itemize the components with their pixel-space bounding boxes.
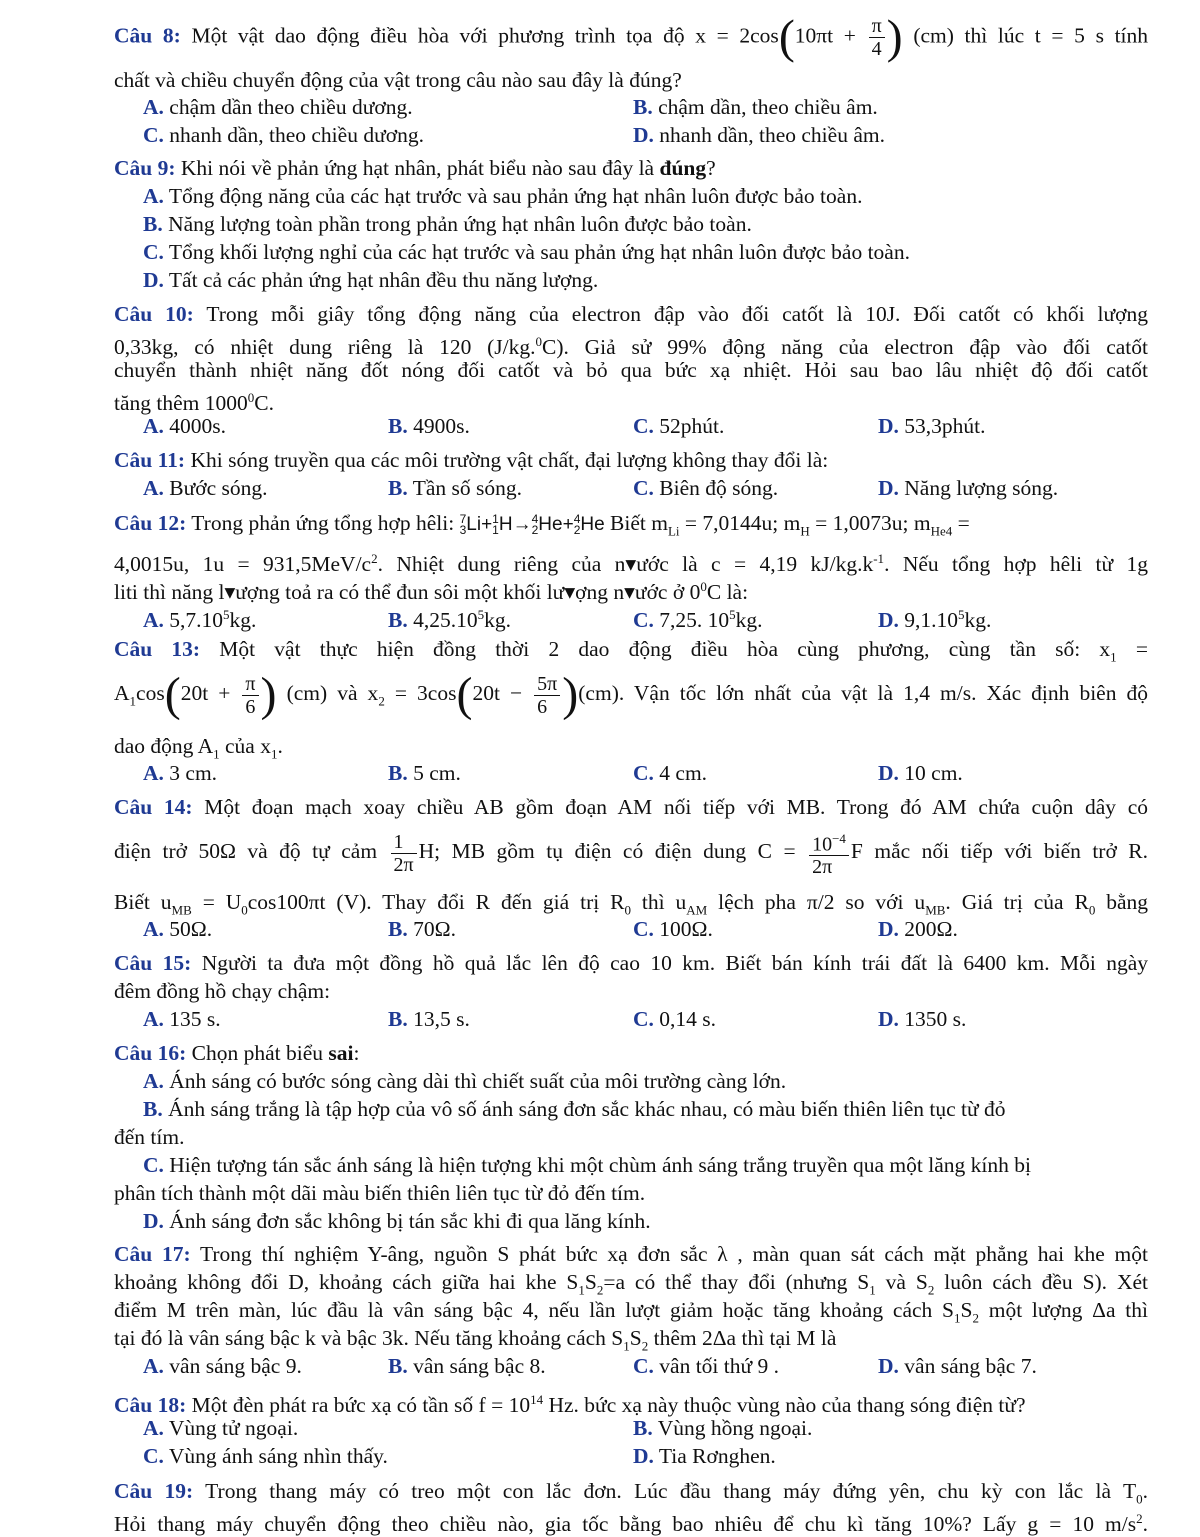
q9-stem: Câu 9: Khi nói về phản ứng hạt nhân, phát biểu nào sau đây là đúng? (114, 156, 716, 180)
q9-option-a: A. Tổng động năng của các hạt trước và sau phản ứng hạt nhân luôn được bảo toàn. (143, 184, 863, 208)
q11-option-d: D. Năng lượng sóng. (878, 476, 1059, 500)
q15-option-b: B. 13,5 s. (388, 1007, 470, 1031)
q18-option-a: A. Vùng tử ngoại. (143, 1416, 299, 1440)
fraction: $\frac{\pi}{4}$ (869, 15, 885, 60)
q12-option-d: D. 9,1.10$^5$kg. (878, 607, 992, 633)
q17-option-b: B. vân sáng bậc 8. (388, 1354, 546, 1378)
q10-line2: 0,33kg, có nhiệt dung riêng là 120 (J/kg.$^0$C). Giả sử 99% động năng của electron đập vào đối catốt (114, 334, 1148, 360)
q10-line1: Câu 10: Trong mỗi giây tổng động năng của electron đập vào đối catốt là 10J. Đối catốt có khối lượng (114, 302, 1148, 326)
q10-option-c: C. 52phút. (633, 414, 725, 438)
q13-option-b: B. 5 cm. (388, 761, 461, 785)
q14-line1: Câu 14: Một đoạn mạch xoay chiều AB gồm đoạn AM nối tiếp với MB. Trong đó AM chứa cuộn dây có (114, 795, 1148, 819)
q17-option-c: C. vân tối thứ 9 . (633, 1354, 780, 1378)
q12-option-b: B. 4,25.10$^5$kg. (388, 607, 511, 633)
q11-option-a: A. Bước sóng. (143, 476, 268, 500)
q12-line3: liti thì năng l▾ượng toả ra có thể đun sôi một khối lư▾ợng n▾ước ở $0^0C$ là: (114, 579, 749, 605)
q12-line2: 4,0015u, $1u = 931,5MeV/c^2$. Nhiệt dung riêng của n▾ước là c = 4,19 $kJ/kg.k^{-1}$. Nếu tổng hợp hêli từ 1g (114, 551, 1149, 577)
q10-option-a: A. 4000s. (143, 414, 227, 438)
q14-option-b: B. 70Ω. (388, 917, 456, 941)
q15-line1: Câu 15: Người ta đưa một đồng hồ quả lắc lên độ cao 10 km. Biết bán kính trái đất là 6400 km. Mỗi ngày (114, 951, 1148, 975)
q14-option-c: C. 100Ω. (633, 917, 713, 941)
q17-option-a: A. vân sáng bậc 9. (143, 1354, 302, 1378)
q8-line1: Câu 8: Một vật dao động điều hòa với phương trình tọa độ x = 2cos(10πt + $\frac{\pi}{4}$ ) (cm) thì lúc t = 5 s tính (114, 10, 1149, 64)
q11-option-b: B. Tần số sóng. (388, 476, 523, 500)
q18-stem: Câu 18: Một đèn phát ra bức xạ có tần số $f = 10^{14}$ Hz. bức xạ này thuộc vùng nào của thang sóng điện từ? (114, 1392, 1026, 1418)
q9-option-c: C. Tổng khối lượng nghỉ của các hạt trước và sau phản ứng hạt nhân luôn được bảo toàn. (143, 240, 910, 264)
q11-stem: Câu 11: Khi sóng truyền qua các môi trường vật chất, đại lượng không thay đổi là: (114, 448, 829, 472)
q13-option-a: A. 3 cm. (143, 761, 218, 785)
q16-option-a: A. Ánh sáng có bước sóng càng dài thì chiết suất của môi trường càng lớn. (143, 1069, 787, 1093)
q19-line2: Hỏi thang máy chuyển động theo chiều nào, gia tốc bằng bao nhiêu để chu kì tăng 10%? Lấy g = 10 $m/s^2$. (114, 1511, 1148, 1537)
q8-option-a: A. chậm dần theo chiều dương. (143, 95, 413, 119)
q16-stem: Câu 16: Chọn phát biểu sai: (114, 1041, 360, 1065)
q12-line1: Câu 12: Trong phản ứng tổng hợp hêli: 7 3 Li+ 1 1 H→ 4 2 He+ 4 2 He Biết $m_{Li} = 7,0144u$; $m_H = 1,0073u$; $m_{He4}$ = (114, 511, 970, 539)
q14-option-a: A. 50Ω. (143, 917, 213, 941)
q15-option-c: C. 0,14 s. (633, 1007, 717, 1031)
q9-option-b: B. Năng lượng toàn phần trong phản ứng hạt nhân luôn được bảo toàn. (143, 212, 752, 236)
q8-line2: chất và chiều chuyển động của vật trong câu nào sau đây là đúng? (114, 68, 682, 92)
q18-option-b: B. Vùng hồng ngoại. (633, 1416, 813, 1440)
q8-option-d: D. nhanh dần, theo chiều âm. (633, 123, 885, 147)
fraction: $\frac{1}{2\pi}$ (391, 831, 417, 876)
fraction: $\frac{5\pi}{6}$ (534, 673, 560, 718)
q14-line3: Biết $u_{MB} = U_0\cos 100\pi t$ (V). Thay đổi R đến giá trị $R_0$ thì $u_{AM}$ lệch pha π/2 so với $u_{MB}$. Giá trị của $R_0$ bằng (114, 890, 1149, 918)
q17-line1: Câu 17: Trong thí nghiệm Y-âng, nguồn S phát bức xạ đơn sắc λ , màn quan sát cách mặt phẳng hai khe một (114, 1242, 1148, 1266)
q14-line2: điện trở 50Ω và độ tự cảm $\frac{1}{2\pi}$ H; MB gồm tụ điện có điện dung C = $\frac{10^{-4}}{2\pi}$ F mắc nối tiếp với biến trở R. (114, 826, 1148, 878)
q16-option-b: B. Ánh sáng trắng là tập hợp của vô số ánh sáng đơn sắc khác nhau, có màu biến thiên liên tục từ đỏ (143, 1097, 1006, 1121)
q16-option-d: D. Ánh sáng đơn sắc không bị tán sắc khi đi qua lăng kính. (143, 1209, 651, 1233)
q12-option-a: A. 5,7.10$^5$kg. (143, 607, 257, 633)
q9-option-d: D. Tất cả các phản ứng hạt nhân đều thu năng lượng. (143, 268, 599, 292)
q10-option-b: B. 4900s. (388, 414, 470, 438)
q17-line3: điểm M trên màn, lúc đầu là vân sáng bậc 4, nếu lần lượt giảm hoặc tăng khoảng cách $S_1S_2$ một lượng Δa thì (114, 1298, 1149, 1326)
fraction: $\frac{10^{-4}}{2\pi}$ (809, 828, 849, 879)
q15-line2: đêm đồng hồ chạy chậm: (114, 979, 331, 1003)
q8-option-b: B. chậm dần, theo chiều âm. (633, 95, 878, 119)
q17-line2: khoảng không đổi D, khoảng cách giữa hai khe $S_1S_2=a$ có thể thay đổi (nhưng $S_1$ và $S_2$ luôn cách đều S). Xét (114, 1270, 1149, 1298)
q13-line2: $A_1\cos(20t$ + $\frac{\pi}{6}$ ) (cm) và $x_2 = 3\cos(20t$ − $\frac{5\pi}{6}$ )(cm). Vận tốc lớn nhất của vật là 1,4 m/s. Xác định biên độ (114, 668, 1149, 722)
q12-option-c: C. 7,25. $10^5kg$. (633, 607, 763, 633)
q16-option-b-cont: đến tím. (114, 1125, 185, 1149)
q13-line1: Câu 13: Một vật thực hiện đồng thời 2 dao động điều hòa cùng phương, cùng tần số: $x_1$ = (114, 637, 1148, 665)
q8-number: Câu 8: (114, 23, 181, 48)
q17-line4: tại đó là vân sáng bậc k và bậc 3k. Nếu tăng khoảng cách $S_1S_2$ thêm 2Δa thì tại M là (114, 1326, 837, 1354)
q13-line3: dao động $A_1$ của $x_1$. (114, 734, 283, 762)
q13-option-d: D. 10 cm. (878, 761, 963, 785)
reaction-equation: 7 3 Li+ 1 1 H→ 4 2 He+ 4 2 He (459, 511, 605, 537)
fraction: $\frac{\pi}{6}$ (242, 673, 258, 718)
q13-option-c: C. 4 cm. (633, 761, 708, 785)
q10-option-d: D. 53,3phút. (878, 414, 986, 438)
q15-option-a: A. 135 s. (143, 1007, 221, 1031)
q10-line4: tăng thêm 1000$^0$C. (114, 390, 274, 416)
q19-line1: Câu 19: Trong thang máy có treo một con lắc đơn. Lúc đầu thang máy đứng yên, chu kỳ con lắc là $T_0$. (114, 1479, 1148, 1507)
q18-option-c: C. Vùng ánh sáng nhìn thấy. (143, 1444, 388, 1468)
q8-option-c: C. nhanh dần, theo chiều dương. (143, 123, 424, 147)
q10-line3: chuyển thành nhiệt năng đốt nóng đối catốt và bỏ qua bức xạ nhiệt. Hỏi sau bao lâu nhiệt độ đối catốt (114, 358, 1148, 382)
q15-option-d: D. 1350 s. (878, 1007, 967, 1031)
q16-option-c-cont: phân tích thành một dãi màu biến thiên liên tục từ đỏ đến tím. (114, 1181, 646, 1205)
q17-option-d: D. vân sáng bậc 7. (878, 1354, 1037, 1378)
q18-option-d: D. Tia Rơnghen. (633, 1444, 776, 1468)
q14-option-d: D. 200Ω. (878, 917, 958, 941)
q11-option-c: C. Biên độ sóng. (633, 476, 779, 500)
q16-option-c: C. Hiện tượng tán sắc ánh sáng là hiện tượng khi một chùm ánh sáng trắng truyền qua một lăng kính bị (143, 1153, 1031, 1177)
